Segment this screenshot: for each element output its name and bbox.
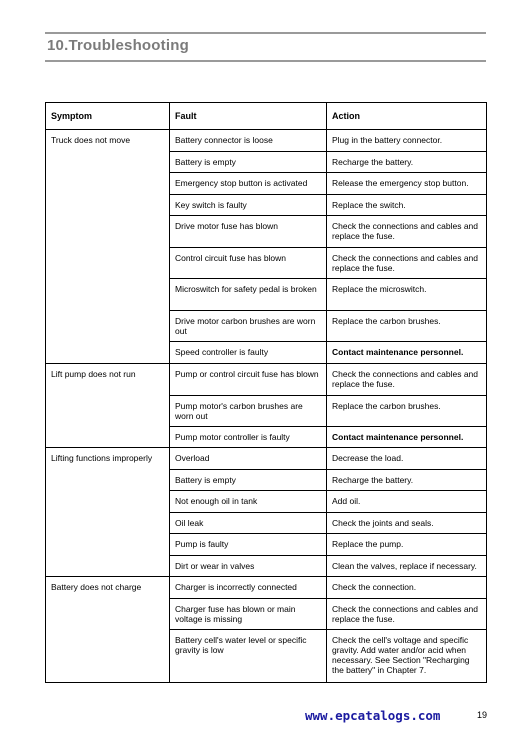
- fault-cell: Battery is empty: [170, 470, 327, 491]
- action-cell: Replace the pump.: [327, 534, 487, 556]
- symptom-cell: Battery does not charge: [46, 577, 170, 683]
- action-cell: Check the cell's voltage and specific gravity. Add water and/or acid when necessary. See Section "Recharging the battery" in Chapter 7.: [327, 630, 487, 683]
- action-cell: Recharge the battery.: [327, 152, 487, 173]
- symptom-cell: Lift pump does not run: [46, 364, 170, 448]
- header-fault: Fault: [170, 103, 327, 130]
- troubleshooting-table: [45, 102, 487, 683]
- fault-cell: Pump is faulty: [170, 534, 327, 556]
- symptom-cell: Lifting functions improperly: [46, 448, 170, 577]
- section-heading: [45, 32, 486, 62]
- page-number: 19: [477, 710, 488, 720]
- page-title: 10.Troubleshooting: [47, 37, 189, 54]
- table-row: [46, 364, 487, 396]
- action-cell: Contact maintenance personnel.: [327, 342, 487, 364]
- fault-cell: Battery cell's water level or specific gravity is low: [170, 630, 327, 683]
- fault-cell: Not enough oil in tank: [170, 491, 327, 513]
- fault-cell: Drive motor fuse has blown: [170, 216, 327, 248]
- table-row: [46, 577, 487, 599]
- fault-cell: Pump or control circuit fuse has blown: [170, 364, 327, 396]
- header-symptom: Symptom: [46, 103, 170, 130]
- action-cell: Check the joints and seals.: [327, 513, 487, 534]
- action-cell: Replace the microswitch.: [327, 279, 487, 311]
- action-cell: Clean the valves, replace if necessary.: [327, 556, 487, 577]
- action-cell: Check the connections and cables and replace the fuse.: [327, 216, 487, 248]
- action-cell: Plug in the battery connector.: [327, 130, 487, 152]
- footer-url[interactable]: www.epcatalogs.com: [305, 708, 441, 723]
- fault-cell: Oil leak: [170, 513, 327, 534]
- fault-cell: Speed controller is faulty: [170, 342, 327, 364]
- action-cell: Replace the carbon brushes.: [327, 311, 487, 342]
- action-cell: Decrease the load.: [327, 448, 487, 470]
- fault-cell: Drive motor carbon brushes are worn out: [170, 311, 327, 342]
- action-cell: Contact maintenance personnel.: [327, 427, 487, 448]
- fault-cell: Charger fuse has blown or main voltage is missing: [170, 599, 327, 630]
- fault-cell: Battery connector is loose: [170, 130, 327, 152]
- action-cell: Check the connections and cables and replace the fuse.: [327, 599, 487, 630]
- fault-cell: Battery is empty: [170, 152, 327, 173]
- table-header-row: [46, 103, 487, 130]
- action-cell: Recharge the battery.: [327, 470, 487, 491]
- fault-cell: Microswitch for safety pedal is broken: [170, 279, 327, 311]
- action-cell: Check the connections and cables and replace the fuse.: [327, 364, 487, 396]
- fault-cell: Control circuit fuse has blown: [170, 248, 327, 279]
- action-cell: Replace the switch.: [327, 195, 487, 216]
- action-cell: Add oil.: [327, 491, 487, 513]
- action-cell: Release the emergency stop button.: [327, 173, 487, 195]
- action-cell: Check the connections and cables and replace the fuse.: [327, 248, 487, 279]
- symptom-cell: Truck does not move: [46, 130, 170, 364]
- fault-cell: Dirt or wear in valves: [170, 556, 327, 577]
- table-row: [46, 448, 487, 470]
- action-cell: Check the connection.: [327, 577, 487, 599]
- fault-cell: Emergency stop button is activated: [170, 173, 327, 195]
- fault-cell: Charger is incorrectly connected: [170, 577, 327, 599]
- fault-cell: Overload: [170, 448, 327, 470]
- header-action: Action: [327, 103, 487, 130]
- table-row: [46, 130, 487, 152]
- fault-cell: Pump motor's carbon brushes are worn out: [170, 396, 327, 427]
- action-cell: Replace the carbon brushes.: [327, 396, 487, 427]
- fault-cell: Pump motor controller is faulty: [170, 427, 327, 448]
- fault-cell: Key switch is faulty: [170, 195, 327, 216]
